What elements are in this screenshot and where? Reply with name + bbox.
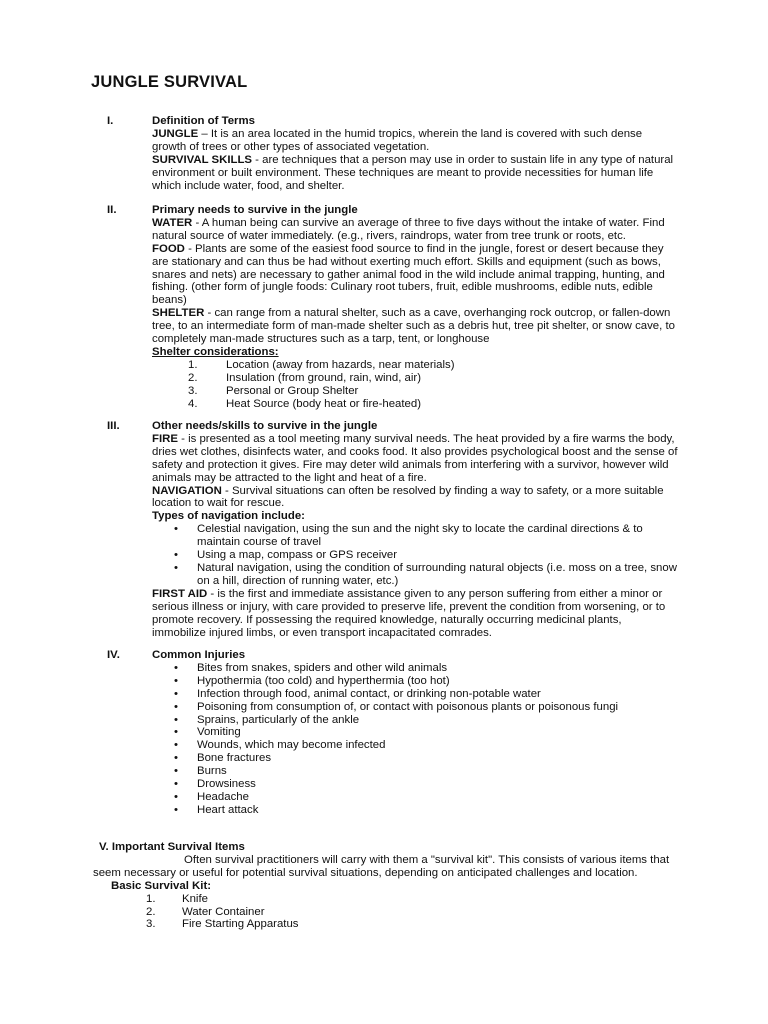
term-food: FOOD: [152, 242, 185, 255]
section-heading: Other needs/skills to survive in the jungle: [152, 420, 378, 432]
term-navigation: NAVIGATION: [152, 484, 222, 497]
list-item: 3. Fire Starting Apparatus: [146, 918, 299, 931]
list-item: 3. Personal or Group Shelter: [188, 384, 359, 397]
survival-kit-list: [93, 893, 683, 932]
list-item: • Infection through food, animal contact, or drinking non-potable water: [152, 688, 678, 701]
section-heading: V. Important Survival Items: [99, 841, 245, 853]
term-shelter: SHELTER: [152, 307, 205, 320]
section-number: II.: [107, 204, 117, 216]
list-item: 2. Insulation (from ground, rain, wind, air): [188, 371, 421, 384]
paragraph-survival-skills: SURVIVAL SKILLS - are techniques that a person may use in order to sustain life in any type of natural environment or built environment. These techniques are meant to provide necessities for human life which include water, food, and shelter.: [152, 153, 674, 192]
list-item: • Natural navigation, using the condition of surrounding natural objects (i.e. moss on a tree, snow on a hill, direction of running water, etc.): [152, 562, 678, 588]
paragraph-navigation: NAVIGATION - Survival situations can often be resolved by finding a way to safety, or a more suitable location to wait for rescue.: [152, 484, 664, 510]
term-fire: FIRE: [152, 432, 178, 445]
list-item: • Headache: [152, 791, 678, 804]
paragraph-fire: FIRE - is presented as a tool meeting many survival needs. The heat provided by a fire warms the body, dries wet clothes, disinfects water, and cooks food. It also provides psychological boost and the sense of safety and protection it gives. Fire may deter wild animals from interfering with a survivor, however wild animals may be attracted to the light and heat of a fire.: [152, 432, 678, 484]
list-item: • Bites from snakes, spiders and other wild animals: [152, 662, 678, 675]
section-number: IV.: [107, 649, 120, 661]
navigation-types-heading: Types of navigation include:: [152, 510, 305, 523]
list-item: • Using a map, compass or GPS receiver: [152, 549, 678, 562]
list-item: 2. Water Container: [146, 905, 265, 918]
list-item: • Drowsiness: [152, 778, 678, 791]
navigation-types-list: [152, 523, 678, 588]
list-item: • Vomiting: [152, 726, 678, 739]
list-item: • Poisoning from consumption of, or contact with poisonous plants or poisonous fungi: [152, 701, 678, 714]
list-item: • Burns: [152, 765, 678, 778]
term-first-aid: FIRST AID: [152, 587, 208, 600]
section-number: III.: [107, 420, 120, 432]
shelter-considerations-list: [152, 359, 678, 411]
term-survival-skills: SURVIVAL SKILLS: [152, 153, 253, 166]
shelter-considerations-heading: Shelter considerations:: [152, 345, 279, 358]
paragraph-jungle: JUNGLE – It is an area located in the humid tropics, wherein the land is covered with such dense growth of trees or other types of associated vegetation.: [152, 127, 643, 153]
section-survival-items: [93, 841, 683, 931]
list-item: 1. Location (away from hazards, near materials): [188, 358, 455, 371]
list-item: 4. Heat Source (body heat or fire-heated): [188, 397, 422, 410]
term-jungle: JUNGLE: [152, 127, 199, 140]
section-heading: Primary needs to survive in the jungle: [152, 204, 358, 216]
basic-kit-heading: Basic Survival Kit:: [111, 879, 212, 892]
section-heading: Common Injuries: [152, 649, 246, 661]
paragraph-shelter: SHELTER - can range from a natural shelter, such as a cave, overhanging rock outcrop, or fallen-down tree, to an intermediate form of man-made shelter such as a debris hut, tree pit shelter, or snow cave, to completely man-made structures such as a tarp, tent, or longhouse: [152, 307, 675, 346]
paragraph-survival-kit: Often survival practitioners will carry with them a "survival kit". This consists of various items that seem necessary or useful for potential survival situations, depending on anticipated challenges and location.: [93, 853, 670, 879]
paragraph-water: WATER - A human being can survive an average of three to five days without the intake of water. Find natural source of water immediately. (e.g., rivers, raindrops, water from tree trunk or roots, etc.: [152, 216, 665, 242]
list-item: • Hypothermia (too cold) and hyperthermia (too hot): [152, 675, 678, 688]
injuries-list: [152, 662, 678, 817]
list-item: • Bone fractures: [152, 752, 678, 765]
list-item: • Heart attack: [152, 804, 678, 817]
section-heading: Definition of Terms: [152, 115, 255, 127]
list-item: • Celestial navigation, using the sun and the night sky to locate the cardinal directions & to maintain course of travel: [152, 523, 678, 549]
list-item: • Wounds, which may become infected: [152, 739, 678, 752]
paragraph-first-aid: FIRST AID - is the first and immediate assistance given to any person suffering from either a minor or serious illness or injury, with care provided to preserve life, prevent the condition from worsening, or to promote recovery. If possessing the required knowledge, naturally occurring medicinal plants, immobilize injured limbs, or even transport incapacitated comrades.: [152, 587, 666, 639]
section-number: I.: [107, 115, 114, 127]
term-water: WATER: [152, 216, 193, 229]
list-item: 1. Knife: [146, 892, 208, 905]
paragraph-food: FOOD - Plants are some of the easiest food source to find in the jungle, forest or desert because they are stationary and can thus be had without exerting much effort. Skills and equipment (such as bows, snares and nets) are necessary to gather animal food in the wild include animal trapping, hunting, and fishing. (other form of jungle foods: Culinary root tubers, fruit, edible mushrooms, edible nuts, edible beans): [152, 242, 665, 307]
list-item: • Sprains, particularly of the ankle: [152, 714, 678, 727]
page-title: JUNGLE SURVIVAL: [91, 73, 248, 91]
